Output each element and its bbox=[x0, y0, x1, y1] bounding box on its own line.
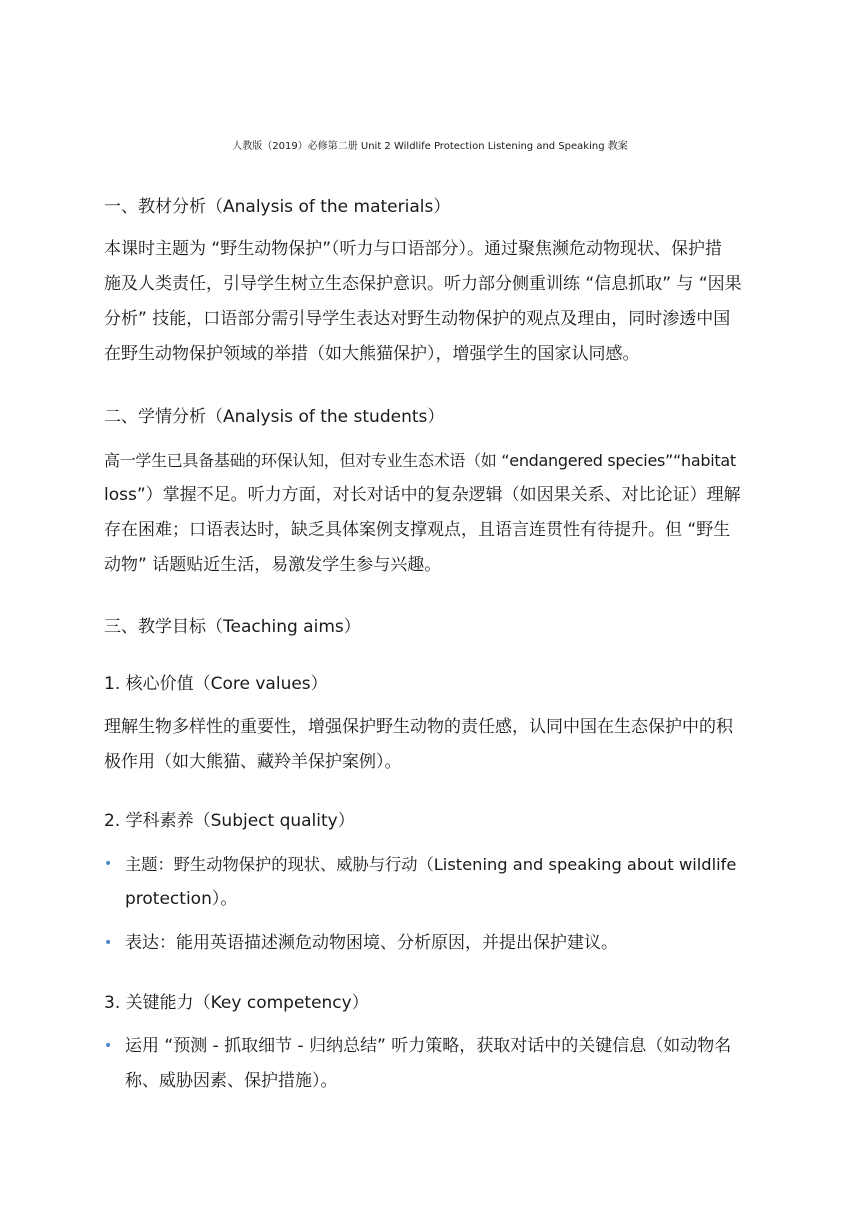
section-heading-teaching-aims: 三、教学目标（Teaching aims） bbox=[104, 617, 361, 637]
bullet-text bbox=[125, 926, 744, 961]
bullet-dot-icon: • bbox=[104, 1038, 113, 1054]
bullet-text bbox=[125, 1029, 744, 1099]
paragraph-line: 高一学生已具备基础的环保认知，但对专业生态术语（如 “endangered species”“habitat bbox=[104, 451, 736, 470]
paragraph-core-values bbox=[104, 710, 744, 780]
paragraph-line: loss”）掌握不足。听力方面，对长对话中的复杂逻辑（如因果关系、对比论证）理解 bbox=[104, 485, 741, 505]
paragraph-line: 施及人类责任，引导学生树立生态保护意识。听力部分侧重训练 “信息抓取” 与 “因果 bbox=[104, 274, 742, 294]
section-heading-materials: 一、教材分析（Analysis of the materials） bbox=[104, 197, 451, 217]
bullet-dot-icon: • bbox=[104, 856, 113, 872]
bullet-line: 主题：野生动物保护的现状、威胁与行动（Listening and speaking about wildlife bbox=[125, 855, 737, 874]
bullet-item bbox=[104, 1029, 744, 1099]
subheading-core-values: 1. 核心价值（Core values） bbox=[104, 674, 328, 694]
bullet-line: 表达：能用英语描述濒危动物困境、分析原因，并提出保护建议。 bbox=[125, 933, 618, 953]
paragraph-students bbox=[104, 443, 744, 583]
paragraph-materials bbox=[104, 232, 744, 372]
subheading-subject-quality: 2. 学科素养（Subject quality） bbox=[104, 811, 355, 831]
paragraph-line: 理解生物多样性的重要性，增强保护野生动物的责任感，认同中国在生态保护中的积 bbox=[104, 717, 733, 737]
paragraph-line: 在野生动物保护领域的举措（如大熊猫保护），增强学生的国家认同感。 bbox=[104, 344, 640, 364]
paragraph-line: 极作用（如大熊猫、藏羚羊保护案例）。 bbox=[104, 752, 402, 772]
bullet-item bbox=[104, 926, 744, 961]
paragraph-line: 分析” 技能，口语部分需引导学生表达对野生动物保护的观点及理由，同时渗透中国 bbox=[104, 309, 731, 329]
paragraph-line: 本课时主题为 “野生动物保护”（听力与口语部分）。通过聚焦濒危动物现状、保护措 bbox=[104, 239, 723, 259]
bullet-text bbox=[125, 847, 744, 917]
bullet-dot-icon: • bbox=[104, 935, 113, 951]
section-heading-students: 二、学情分析（Analysis of the students） bbox=[104, 407, 445, 427]
bullet-line: 运用 “预测 - 抓取细节 - 归纳总结” 听力策略，获取对话中的关键信息（如动物名 bbox=[125, 1036, 732, 1056]
document-title: 人教版（2019）必修第二册 Unit 2 Wildlife Protection Listening and Speaking 教案 bbox=[232, 141, 628, 152]
subheading-key-competency: 3. 关键能力（Key competency） bbox=[104, 993, 369, 1013]
bullet-line: 称、威胁因素、保护措施）。 bbox=[125, 1071, 338, 1091]
paragraph-line: 动物” 话题贴近生活，易激发学生参与兴趣。 bbox=[104, 555, 442, 575]
paragraph-line: 存在困难；口语表达时，缺乏具体案例支撑观点，且语言连贯性有待提升。但 “野生 bbox=[104, 520, 731, 540]
bullet-line: protection）。 bbox=[125, 889, 238, 909]
bullet-item bbox=[104, 847, 744, 917]
